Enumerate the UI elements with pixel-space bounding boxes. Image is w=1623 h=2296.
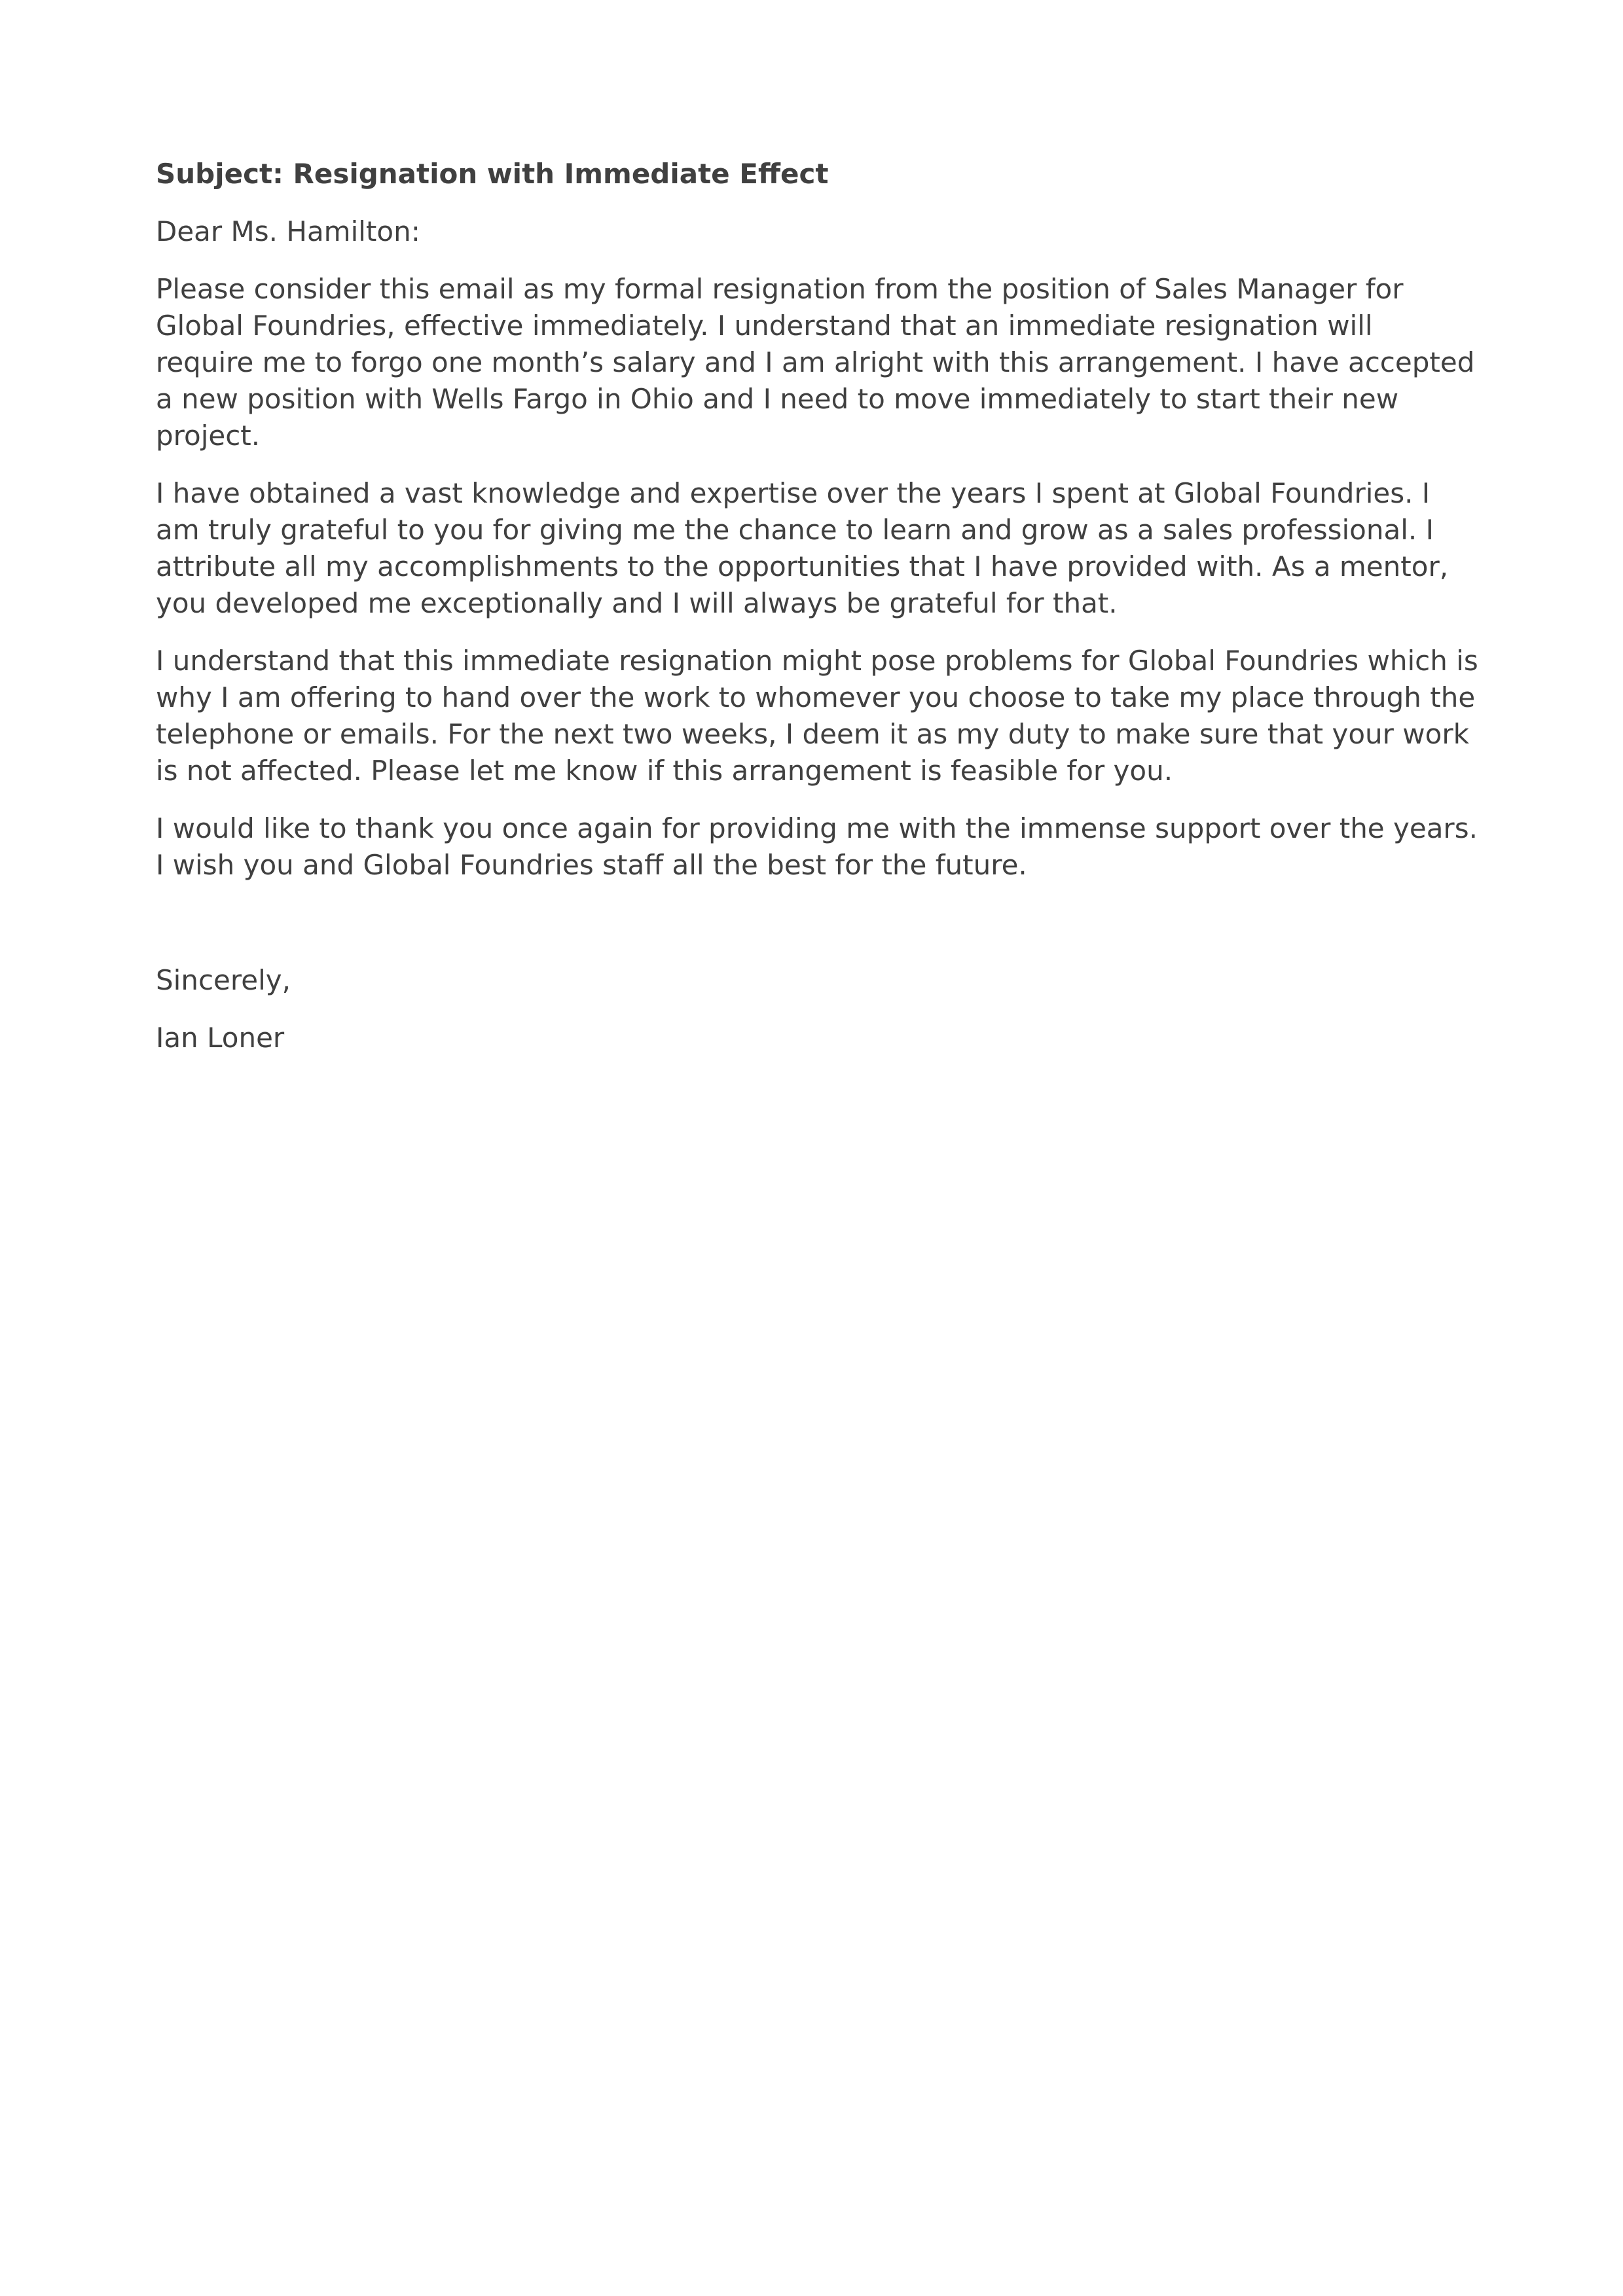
letter-signature: Ian Loner (156, 1022, 285, 1054)
letter-paragraph-4: I would like to thank you once again for providing me with the immense support over the years. I wish you and Global Foundries staff all the best for the future. (156, 812, 1478, 881)
letter-salutation: Dear Ms. Hamilton: (156, 215, 420, 247)
resignation-letter (156, 156, 1478, 1056)
letter-closing: Sincerely, (156, 964, 291, 996)
letter-paragraph-3: I understand that this immediate resignation might pose problems for Global Foundries which is why I am offering to hand over the work to whomever you choose to take my place through the telephone or emails. For the next two weeks, I deem it as my duty to make sure that your work is not affected. Please let me know if this arrangement is feasible for you. (156, 645, 1478, 787)
letter-paragraph-1: Please consider this email as my formal resignation from the position of Sales Manager for Global Foundries, effective immediately. I understand that an immediate resignation will require me to forgo one month’s salary and I am alright with this arrangement. I have accepted a new position with Wells Fargo in Ohio and I need to move immediately to start their new project. (156, 273, 1475, 452)
letter-paragraph-2: I have obtained a vast knowledge and expertise over the years I spent at Global Foundries. I am truly grateful to you for giving me the chance to learn and grow as a sales professional. I attribute all my accomplishments to the opportunities that I have provided with. As a mentor, you developed me exceptionally and I will always be grateful for that. (156, 477, 1449, 619)
letter-subject: Subject: Resignation with Immediate Effect (156, 158, 829, 190)
